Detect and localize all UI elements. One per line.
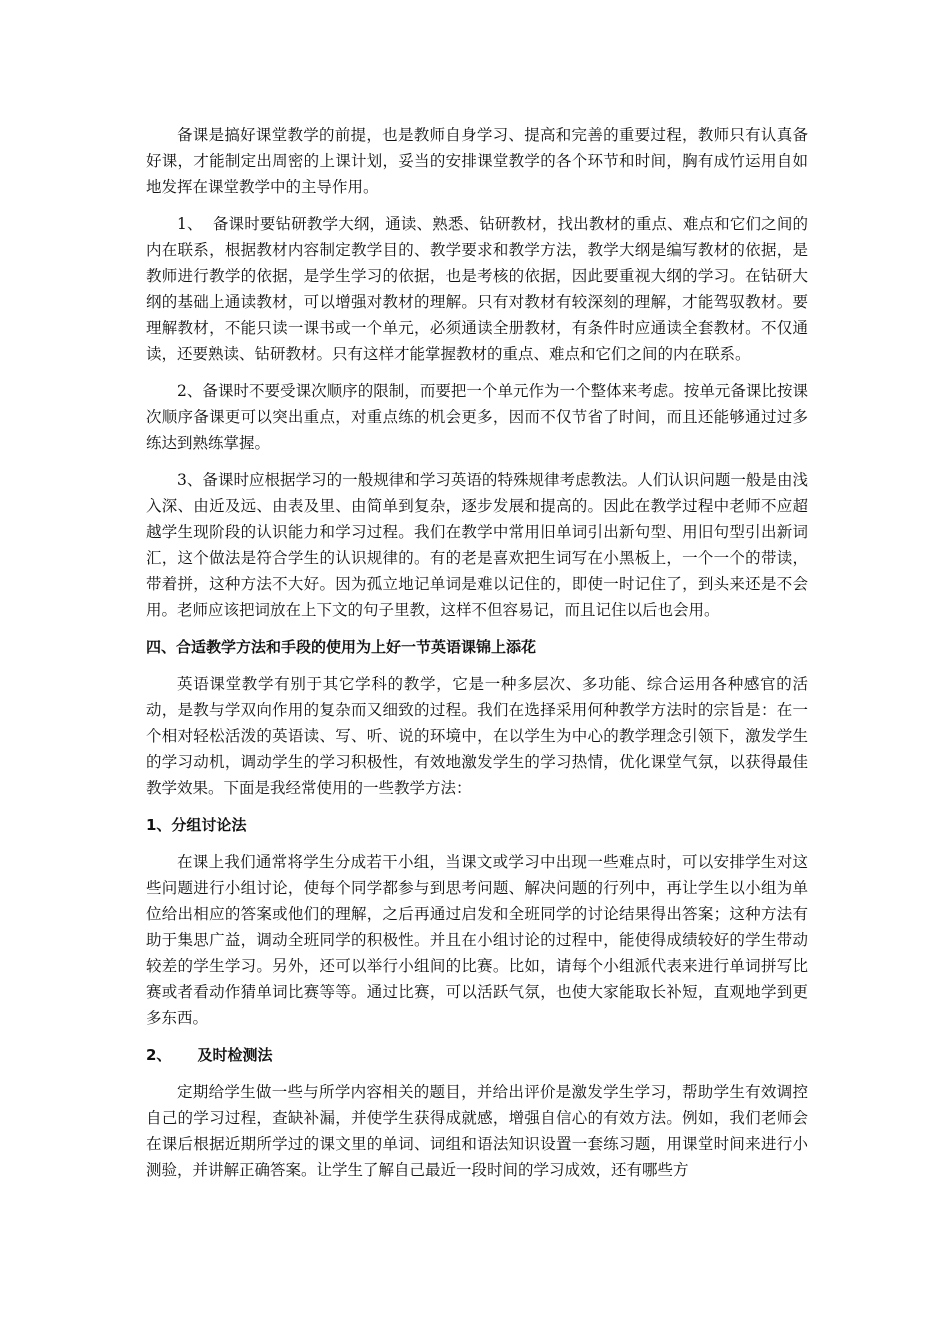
section-4-paragraph: 英语课堂教学有别于其它学科的教学，它是一种多层次、多功能、综合运用各种感官的活动，是教与学双向作用的复杂而又细致的过程。我们在选择采用何种教学方法时的宗旨是：在一个相对轻松活泼的英语读、写、听、说的环境中，在以学生为中心的教学理念引领下，激发学生的学习动机，调动学生的学习积极性，有效地激发学生的学习热情，优化课堂气氛，以获得最佳教学效果。下面是我经常使用的一些教学方法： bbox=[146, 675, 808, 797]
item-1-paragraph: 1、 备课时要钻研教学大纲，通读、熟悉、钻研教材，找出教材的重点、难点和它们之间的内在联系，根据教材内容制定教学目的、教学要求和教学方法，教学大纲是编写教材的依据，是教师进行教学的依据，是学生学习的依据，也是考核的依据，因此要重视大纲的学习。在钻研大纲的基础上通读教材，可以增强对教材的理解。只有对教材有较深刻的理解，才能驾驭教材。要理解教材，不能只读一课书或一个单元，必须通读全册教材，有条件时应通读全套教材。不仅通读，还要熟读、钻研教材。只有这样才能掌握教材的重点、难点和它们之间的内在联系。 bbox=[146, 215, 808, 363]
method-1-paragraph: 在课上我们通常将学生分成若干小组，当课文或学习中出现一些难点时，可以安排学生对这些问题进行小组讨论，使每个同学都参与到思考问题、解决问题的行列中，再让学生以小组为单位给出相应的答案或他们的理解，之后再通过启发和全班同学的讨论结果得出答案；这种方法有助于集思广益，调动全班同学的积极性。并且在小组讨论的过程中，能使得成绩较好的学生带动较差的学生学习。另外，还可以举行小组间的比赛。比如，请每个小组派代表来进行单词拼写比赛或者看动作猜单词比赛等等。通过比赛，可以活跃气氛，也使大家能取长补短，直观地学到更多东西。 bbox=[146, 853, 808, 1027]
intro-paragraph: 备课是搞好课堂教学的前提，也是教师自身学习、提高和完善的重要过程，教师只有认真备好课，才能制定出周密的上课计划，妥当的安排课堂教学的各个环节和时间，胸有成竹运用自如地发挥在课堂教学中的主导作用。 bbox=[146, 126, 808, 196]
method-1-heading: 1、分组讨论法 bbox=[146, 816, 247, 834]
item-2-paragraph: 2、备课时不要受课次顺序的限制，而要把一个单元作为一个整体来考虑。按单元备课比按课次顺序备课更可以突出重点，对重点练的机会更多，因而不仅节省了时间，而且还能够通过过多练达到熟练掌握。 bbox=[146, 382, 808, 452]
method-2-heading: 2、 及时检测法 bbox=[146, 1046, 273, 1064]
method-2-paragraph: 定期给学生做一些与所学内容相关的题目，并给出评价是激发学生学习，帮助学生有效调控自己的学习过程，查缺补漏，并使学生获得成就感，增强自信心的有效方法。例如，我们老师会在课后根据近期所学过的课文里的单词、词组和语法知识设置一套练习题，用课堂时间来进行小测验，并讲解正确答案。让学生了解自己最近一段时间的学习成效，还有哪些方 bbox=[146, 1083, 808, 1179]
section-4-heading: 四、合适教学方法和手段的使用为上好一节英语课锦上添花 bbox=[146, 638, 537, 656]
item-3-paragraph: 3、备课时应根据学习的一般规律和学习英语的特殊规律考虑教法。人们认识问题一般是由浅入深、由近及远、由表及里、由简单到复杂，逐步发展和提高的。因此在教学过程中老师不应超越学生现阶段的认识能力和学习过程。我们在教学中常用旧单词引出新句型、用旧句型引出新词汇，这个做法是符合学生的认识规律的。有的老是喜欢把生词写在小黑板上，一个一个的带读，带着拼，这种方法不大好。因为孤立地记单词是难以记住的，即使一时记住了，到头来还是不会用。老师应该把词放在上下文的句子里教，这样不但容易记，而且记住以后也会用。 bbox=[146, 471, 808, 619]
document-body bbox=[146, 120, 808, 1194]
